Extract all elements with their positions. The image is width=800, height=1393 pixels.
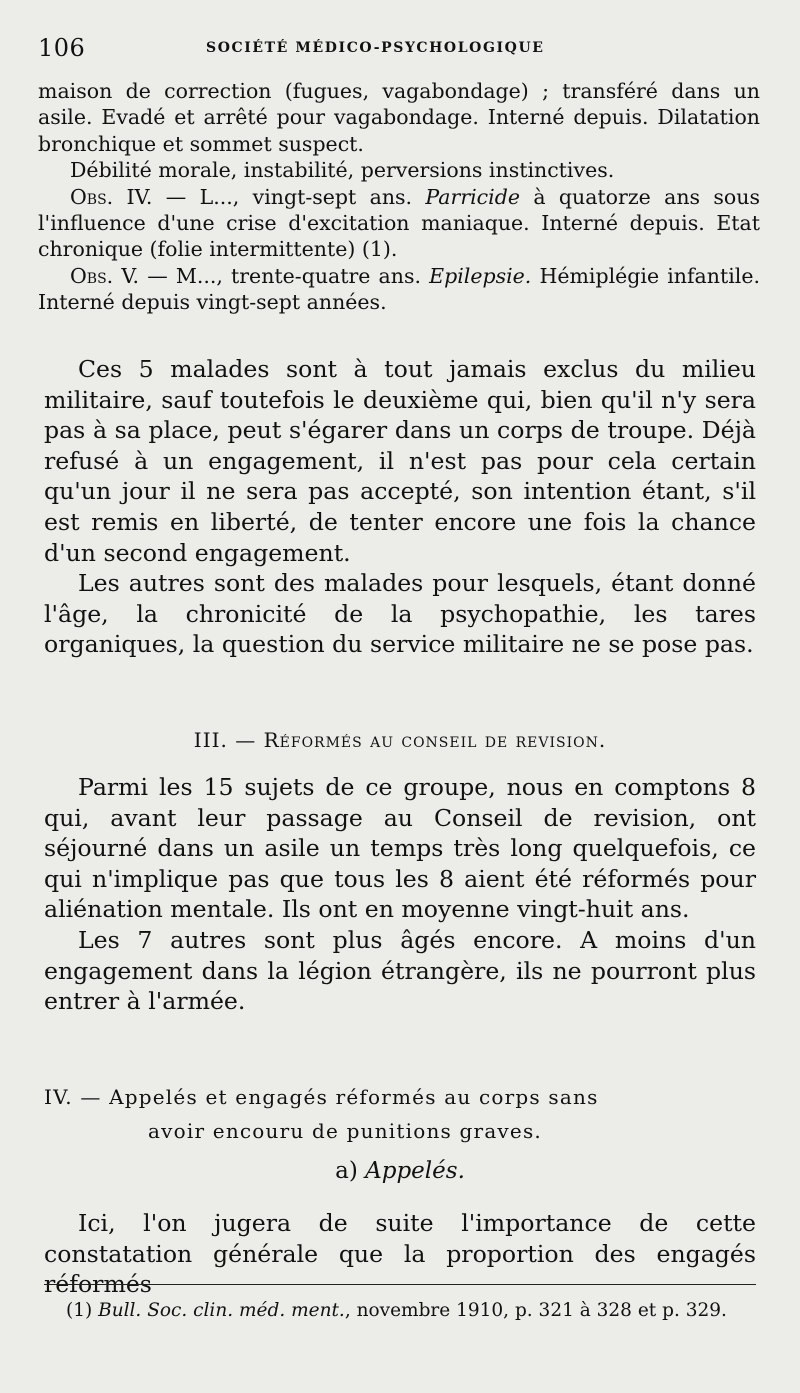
paragraph-5: Ici, l'on jugera de suite l'importance de cette constatation générale que la proportion des engagés réformés	[44, 1209, 756, 1299]
section-3-numeral: III. —	[193, 728, 264, 752]
section-4-heading	[44, 1080, 758, 1148]
observations-block	[38, 78, 760, 316]
paragraph-4: Les 7 autres sont plus âgés encore. A moins d'un engagement dans la légion étrangère, ils ne pourront plus entrer à l'armée.	[44, 925, 756, 1016]
footnote-rest: , novembre 1910, p. 321 à 328 et p. 329.	[344, 1300, 727, 1321]
obs-5-pre: — M..., trente-quatre ans.	[139, 263, 430, 288]
footnote-marker: (1)	[66, 1300, 99, 1321]
obs-4-label: Obs. IV.	[70, 184, 153, 209]
subsection-heading	[0, 1158, 800, 1184]
subsection-letter: a)	[335, 1158, 366, 1184]
obs-5	[38, 263, 760, 316]
body-block-2	[44, 772, 756, 1017]
paragraph-1: Ces 5 malades sont à tout jamais exclus du milieu militaire, sauf toutefois le deuxième qui, bien qu'il n'y sera pas à sa place, peut s'égarer dans un corps de troupe. Déjà refusé à un engagement, il n'est pas pour cela certain qu'un jour il ne sera pas accepté, son intention étant, s'il est remis en liberté, de tenter encore une fois la chance d'un second engagement.	[44, 355, 756, 567]
section-3-heading	[44, 728, 756, 752]
obs-4	[38, 184, 760, 263]
footnote-rule	[44, 1284, 756, 1285]
obs-5-label: Obs. V.	[70, 263, 140, 288]
obs-5-post: Hémiplégie infantile. Interné depuis vingt-sept années.	[38, 263, 760, 315]
section-4-numeral: IV. —	[44, 1085, 110, 1109]
obs-5-em: Epilepsie.	[429, 263, 532, 288]
paragraph-3: Parmi les 15 sujets de ce groupe, nous en comptons 8 qui, avant leur passage au Conseil de revision, ont séjourné dans un asile un temps très long quelquefois, ce qui n'implique pas que tous les 8 aient été réformés pour aliénation mentale. Ils ont en moyenne vingt-huit ans.	[44, 773, 756, 924]
obs-4-em: Parricide	[425, 184, 520, 209]
section-4-title-line2: avoir encouru de punitions graves.	[148, 1119, 542, 1143]
obs-continuation: maison de correction (fugues, vagabondage) ; transféré dans un asile. Evadé et arrêté pour vagabondage. Interné depuis. Dilatation bronchique et sommet suspect.	[38, 79, 760, 156]
subsection-title: Appelés.	[365, 1158, 465, 1184]
page-number: 106	[38, 34, 86, 62]
body-block-1	[44, 354, 756, 660]
running-title: SOCIÉTÉ MÉDICO-PSYCHOLOGIQUE	[206, 40, 545, 56]
section-3-title: Réformés au conseil de revision.	[263, 728, 607, 752]
paragraph-2: Les autres sont des malades pour lesquels, étant donné l'âge, la chronicité de la psychopathie, les tares organiques, la question du service militaire ne se pose pas.	[44, 569, 756, 659]
section-4-title-line1: Appelés et engagés réformés au corps sans	[109, 1085, 599, 1109]
obs-debilite: Débilité morale, instabilité, perversions instinctives.	[70, 158, 615, 183]
obs-4-pre: — L..., vingt-sept ans.	[152, 184, 426, 209]
obs-4-post: à quatorze ans sous l'influence d'une crise d'excitation maniaque. Interné depuis. Etat chronique (folie intermittente) (1).	[38, 184, 760, 262]
footnote	[44, 1298, 760, 1323]
footnote-source: Bull. Soc. clin. méd. ment.	[98, 1300, 345, 1321]
body-block-3	[44, 1208, 756, 1300]
